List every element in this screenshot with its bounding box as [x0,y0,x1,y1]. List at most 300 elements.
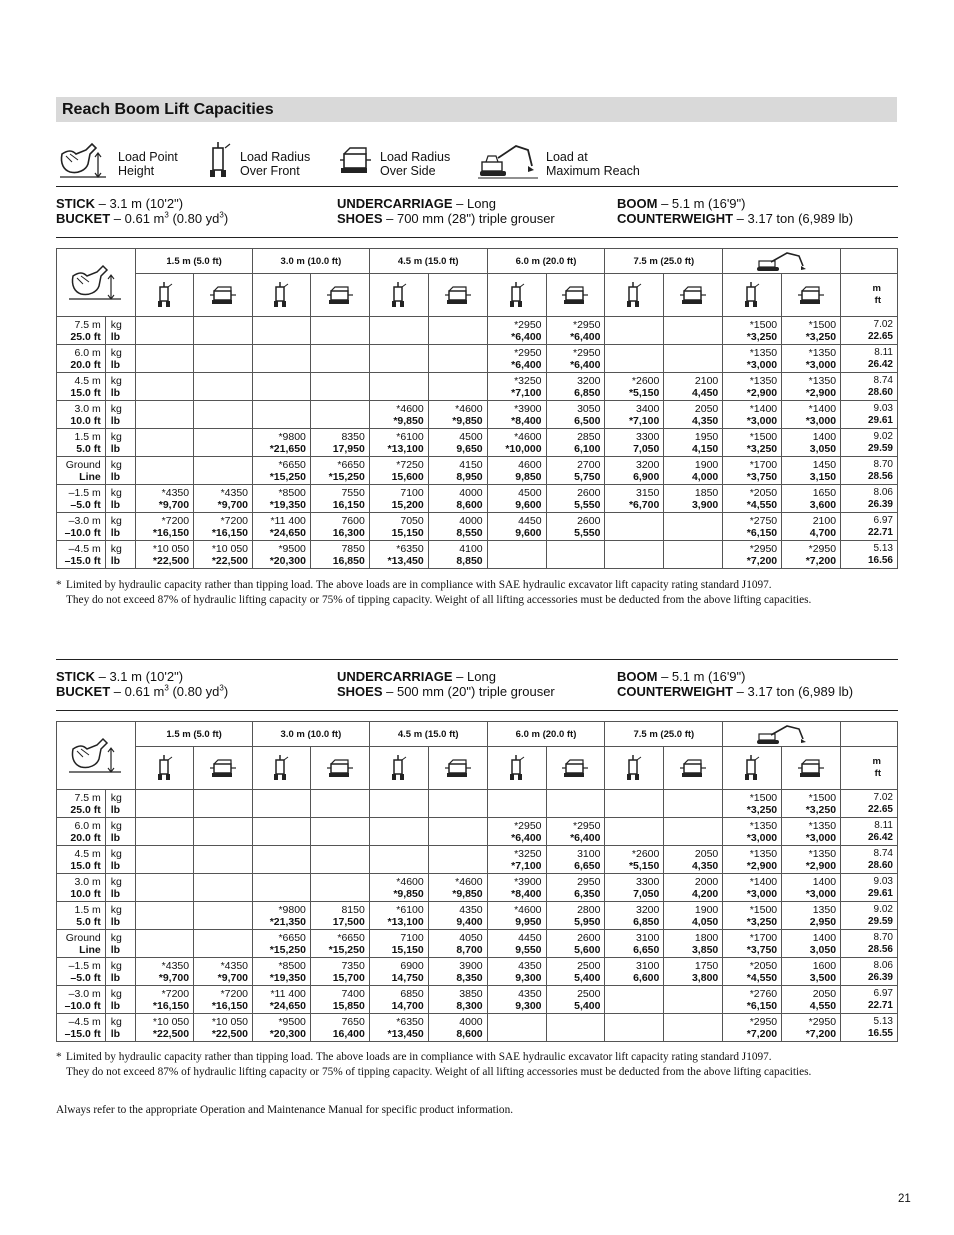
legend-label: Height [118,164,155,178]
capacity-cell [664,513,723,541]
legend-load-point-height [58,140,178,180]
capacity-cell [369,846,428,874]
capacity-cell [428,317,487,345]
capacity-kg: 4450 [518,931,542,944]
height-m: 1.5 m [74,903,101,916]
max-reach-header [723,249,841,274]
capacity-kg: *1400 [808,402,837,415]
capacity-cell [194,457,253,485]
capacity-cell [428,373,487,401]
legend-label: Load Point [118,150,178,164]
capacity-kg: *1400 [749,402,778,415]
load-point-height-icon [58,140,110,180]
capacity-lb: *9,850 [393,887,424,900]
over-front-header [369,747,428,790]
capacity-cell [428,457,487,485]
reach-m: 7.02 [873,318,893,330]
capacity-cell [194,345,253,373]
capacity-kg: 2500 [577,959,601,972]
capacity-kg: 6850 [400,987,424,1000]
capacity-kg: 1750 [694,959,719,972]
height-label [57,1014,106,1042]
spec-label: SHOES [337,684,383,699]
over-side-header [546,747,605,790]
load-radius-over-side-icon [311,756,369,780]
footnote-star: * [56,579,62,591]
capacity-kg: *4350 [220,486,249,499]
reach-cell [841,930,898,958]
capacity-lb: 6,850 [574,386,601,399]
capacity-kg: *3900 [514,875,542,888]
capacity-cell [310,513,369,541]
reach-cell [841,429,898,457]
capacity-cell [428,790,487,818]
spec-value: – 500 mm (20") triple grouser [382,684,555,699]
capacity-cell [546,874,605,902]
capacity-kg: *1500 [808,318,837,331]
capacity-lb: 6,850 [633,915,660,928]
capacity-lb: 3,800 [691,971,719,984]
reach-ft: 28.60 [867,386,893,398]
capacity-cell [782,457,841,485]
capacity-kg: *1400 [749,875,778,888]
capacity-lb: *16,150 [211,999,249,1012]
capacity-lb: 7,050 [633,887,660,900]
load-radius-over-side-icon [664,756,722,780]
capacity-cell [605,930,664,958]
capacity-lb: 4,150 [691,442,719,455]
superscript: 3 [219,683,224,693]
capacity-lb: *16,150 [211,526,249,539]
reach-m: 8.06 [873,959,893,971]
capacity-lb: 9,400 [456,915,483,928]
capacity-cell [369,429,428,457]
legend-label: Over Side [380,164,436,178]
height-m: 3.0 m [74,875,101,888]
capacity-kg: *10 050 [152,542,190,555]
height-label [57,874,106,902]
capacity-kg: *1500 [749,903,778,916]
capacity-lb: 8,600 [456,1027,483,1040]
capacity-cell [136,345,194,373]
capacity-cell [369,317,428,345]
over-side-header [310,274,369,317]
capacity-kg: 2050 [812,987,837,1000]
capacity-cell [546,317,605,345]
capacity-lb: 4,350 [691,859,719,872]
capacity-cell [723,345,782,373]
capacity-cell [310,846,369,874]
capacity-lb: 9,600 [515,498,542,511]
capacity-lb: 4,550 [809,999,837,1012]
spec-stick-bucket [56,196,228,226]
capacity-lb: *9,700 [217,498,249,511]
radius-header: 4.5 m (15.0 ft) [369,249,487,274]
spec-value: – 700 mm (28") triple grouser [382,211,555,226]
capacity-kg: 1900 [694,458,719,471]
capacity-cell [782,986,841,1014]
capacity-kg: *1500 [749,430,778,443]
reach-m: 8.11 [874,346,893,358]
unit-label [105,1014,135,1042]
capacity-kg: *6650 [278,458,306,471]
capacity-kg: *2950 [749,1015,778,1028]
radius-header: 6.0 m (20.0 ft) [487,722,605,747]
height-ft: –10.0 ft [64,526,101,539]
capacity-cell [136,541,194,569]
capacity-cell [487,513,546,541]
reach-unit-header [841,747,898,790]
unit-m: m [872,756,881,767]
over-side-header [782,274,841,317]
capacity-kg: 2600 [577,514,601,527]
unit-lb: lb [110,887,121,900]
capacity-lb: 14,750 [391,971,424,984]
height-label [57,485,106,513]
icon-header-row [57,274,898,317]
load-radius-over-front-icon [136,755,193,781]
capacity-kg: *2950 [572,346,601,359]
reach-ft: 16.55 [867,1027,893,1039]
capacity-lb: 7,050 [633,442,660,455]
capacity-kg: *2950 [514,819,542,832]
capacity-kg: 4600 [518,458,542,471]
capacity-cell [487,958,546,986]
load-radius-over-side-icon [194,283,252,307]
capacity-kg: *2950 [514,346,542,359]
reach-ft: 22.65 [867,803,893,815]
capacity-cell [546,513,605,541]
capacity-kg: 4050 [459,931,483,944]
capacity-kg: 7600 [341,514,365,527]
capacity-lb: *6,150 [746,526,778,539]
unit-lb: lb [110,442,121,455]
capacity-lb: *2,900 [746,859,778,872]
reach-ft: 29.61 [867,887,893,899]
reach-cell [841,513,898,541]
capacity-lb: *21,650 [269,442,306,455]
capacity-kg: *2600 [631,847,660,860]
spec-boom-counterweight [617,196,853,226]
capacity-kg: 4000 [459,514,483,527]
capacity-cell [487,429,546,457]
height-label [57,818,106,846]
capacity-cell [253,513,311,541]
capacity-kg: *7200 [220,514,249,527]
capacity-kg: *2600 [631,374,660,387]
load-at-maximum-reach-icon [723,723,840,745]
capacity-cell [723,485,782,513]
reach-cell [841,846,898,874]
table-row [57,790,898,818]
capacity-kg: 2050 [694,402,719,415]
capacity-kg: *1350 [808,819,837,832]
capacity-lb: *3,000 [746,831,778,844]
load-radius-over-side-icon [547,283,605,307]
load-radius-over-side-icon [664,283,722,307]
height-label [57,930,106,958]
capacity-lb: 3,850 [691,943,719,956]
capacity-cell [136,902,194,930]
capacity-cell [194,902,253,930]
capacity-kg: 7100 [400,931,424,944]
capacity-cell [369,373,428,401]
section-divider [56,237,898,238]
capacity-cell [310,541,369,569]
capacity-lb: *3,750 [746,943,778,956]
capacity-kg: 4000 [459,1015,483,1028]
section-divider [56,186,898,187]
capacity-cell [194,986,253,1014]
capacity-lb: 2,950 [809,915,837,928]
height-ft: 5.0 ft [76,442,101,455]
reach-ft: 29.59 [867,915,893,927]
capacity-cell [194,790,253,818]
reach-cell [841,541,898,569]
unit-lb: lb [110,1027,121,1040]
capacity-cell [136,986,194,1014]
unit-lb: lb [110,386,121,399]
capacity-cell [310,874,369,902]
radius-header: 6.0 m (20.0 ft) [487,249,605,274]
unit-ft: ft [874,768,881,779]
capacity-kg: *6650 [337,458,365,471]
unit-lb: lb [110,971,121,984]
bucket-height-header [57,722,136,790]
height-label [57,373,106,401]
unit-label [105,513,135,541]
height-m: Ground [65,458,101,471]
capacity-lb: *24,650 [269,526,306,539]
capacity-cell [194,846,253,874]
height-m: 4.5 m [74,374,101,387]
reach-cell [841,485,898,513]
capacity-lb: 3,150 [809,470,837,483]
unit-lb: lb [110,859,121,872]
capacity-cell [664,790,723,818]
capacity-lb: *22,500 [152,1027,190,1040]
capacity-kg: *7200 [220,987,249,1000]
capacity-lb: *3,000 [746,358,778,371]
capacity-cell [253,401,311,429]
capacity-kg: 7650 [341,1015,365,1028]
capacity-kg: *6100 [396,903,424,916]
capacity-kg: *1350 [749,819,778,832]
reach-m: 9.03 [873,875,893,887]
capacity-lb: 5,750 [574,470,601,483]
capacity-cell [605,986,664,1014]
reach-ft: 26.39 [867,498,893,510]
legend-label: Load Radius [380,150,451,164]
reach-m: 8.11 [874,819,893,831]
capacity-kg: *4600 [514,430,542,443]
capacity-cell [369,513,428,541]
unit-kg: kg [110,987,122,1000]
capacity-cell [723,902,782,930]
capacity-kg: *4350 [220,959,249,972]
unit-label [105,958,135,986]
height-label [57,345,106,373]
capacity-cell [253,790,311,818]
over-front-header [136,274,194,317]
capacity-cell [605,958,664,986]
capacity-cell [546,902,605,930]
unit-kg: kg [110,875,122,888]
capacity-kg: 7350 [341,959,365,972]
load-radius-over-front-icon [370,755,428,781]
unit-lb: lb [110,915,121,928]
capacity-cell [605,541,664,569]
capacity-lb: 6,650 [574,859,601,872]
legend-label: Over Front [240,164,300,178]
capacity-lb: *6,700 [628,498,660,511]
capacity-cell [782,902,841,930]
capacity-lb: *6,150 [746,999,778,1012]
spec-value: – 5.1 m (16'9") [657,669,746,684]
capacity-lb: 4,000 [691,470,719,483]
unit-label [105,818,135,846]
capacity-cell [487,986,546,1014]
capacity-cell [194,1014,253,1042]
capacity-cell [782,541,841,569]
capacity-cell [253,457,311,485]
capacity-kg: *1350 [749,847,778,860]
capacity-lb: 5,400 [574,971,601,984]
load-radius-over-side-icon [311,283,369,307]
capacity-lb: *16,150 [152,999,190,1012]
superscript: 3 [164,683,169,693]
capacity-kg: 1450 [812,458,837,471]
height-label [57,513,106,541]
capacity-cell [253,958,311,986]
capacity-kg: 3900 [459,959,483,972]
capacity-kg: 4150 [459,458,483,471]
capacity-cell [487,457,546,485]
capacity-kg: *1350 [749,374,778,387]
section-divider [56,659,898,660]
capacity-cell [723,846,782,874]
reach-cell [841,317,898,345]
capacity-cell [253,485,311,513]
height-ft: –15.0 ft [64,554,101,567]
capacity-cell [194,485,253,513]
capacity-kg: 2600 [577,486,601,499]
capacity-cell [723,818,782,846]
reach-ft: 28.60 [867,859,893,871]
capacity-cell [723,317,782,345]
capacity-kg: 7550 [341,486,365,499]
capacity-lb: 14,700 [391,999,424,1012]
capacity-lb: *9,700 [158,498,190,511]
capacity-lb: 9,850 [515,470,542,483]
spec-value: (0.80 yd [168,211,220,226]
capacity-cell [310,902,369,930]
capacity-cell [723,513,782,541]
capacity-cell [369,541,428,569]
capacity-lb: *2,900 [805,386,837,399]
capacity-cell [253,345,311,373]
capacity-lb: *6,400 [570,831,601,844]
capacity-kg: *7200 [161,987,190,1000]
capacity-cell [253,1014,311,1042]
height-label [57,902,106,930]
capacity-cell [605,1014,664,1042]
capacity-cell [605,457,664,485]
capacity-cell [428,541,487,569]
capacity-kg: *1500 [808,791,837,804]
load-point-height-icon [57,262,135,304]
capacity-cell [723,373,782,401]
capacity-cell [194,513,253,541]
capacity-lb: *9,850 [452,887,483,900]
unit-lb: lb [110,330,121,343]
capacity-kg: *6350 [396,1015,424,1028]
capacity-lb: *5,150 [628,386,660,399]
capacity-kg: 4500 [459,430,483,443]
capacity-kg: 3200 [635,458,660,471]
height-ft: 20.0 ft [70,358,101,371]
spec-value: ) [223,211,229,226]
capacity-kg: 2950 [577,875,601,888]
capacity-cell [782,1014,841,1042]
capacity-cell [136,513,194,541]
capacity-lb: 9,600 [515,526,542,539]
capacity-lb: *6,400 [511,330,542,343]
table-row [57,930,898,958]
unit-label [105,317,135,345]
capacity-cell [487,874,546,902]
capacity-cell [782,930,841,958]
capacity-lb: *7,200 [746,554,778,567]
capacity-cell [546,818,605,846]
capacity-cell [605,902,664,930]
capacity-cell [546,401,605,429]
capacity-cell [194,818,253,846]
capacity-lb: 9,550 [515,943,542,956]
capacity-lb: 17,500 [332,915,365,928]
legend-load-at-maximum-reach [478,140,640,180]
capacity-cell [723,930,782,958]
unit-lb: lb [110,554,121,567]
capacity-lb: 15,700 [332,971,365,984]
capacity-cell [428,874,487,902]
capacity-kg: 3050 [577,402,601,415]
capacity-cell [369,401,428,429]
capacity-lb: *13,100 [387,442,424,455]
capacity-kg: 1350 [812,903,837,916]
capacity-lb: *8,400 [511,887,542,900]
load-at-maximum-reach-icon [723,250,840,272]
capacity-kg: *10 050 [211,1015,249,1028]
capacity-cell [310,457,369,485]
capacity-lb: *10,000 [505,442,542,455]
capacity-cell [428,401,487,429]
capacity-kg: *7200 [161,514,190,527]
radius-header-row [57,722,898,747]
capacity-cell [546,930,605,958]
capacity-lb: *3,250 [746,442,778,455]
capacity-kg: 2500 [577,987,601,1000]
height-m: –4.5 m [68,1015,101,1028]
capacity-kg: 1800 [694,931,719,944]
reach-cell [841,457,898,485]
spec-value: – 5.1 m (16'9") [657,196,746,211]
capacity-kg: 1400 [812,931,837,944]
capacity-cell [136,1014,194,1042]
height-ft: 25.0 ft [70,803,101,816]
capacity-kg: *2950 [749,542,778,555]
capacity-cell [310,986,369,1014]
